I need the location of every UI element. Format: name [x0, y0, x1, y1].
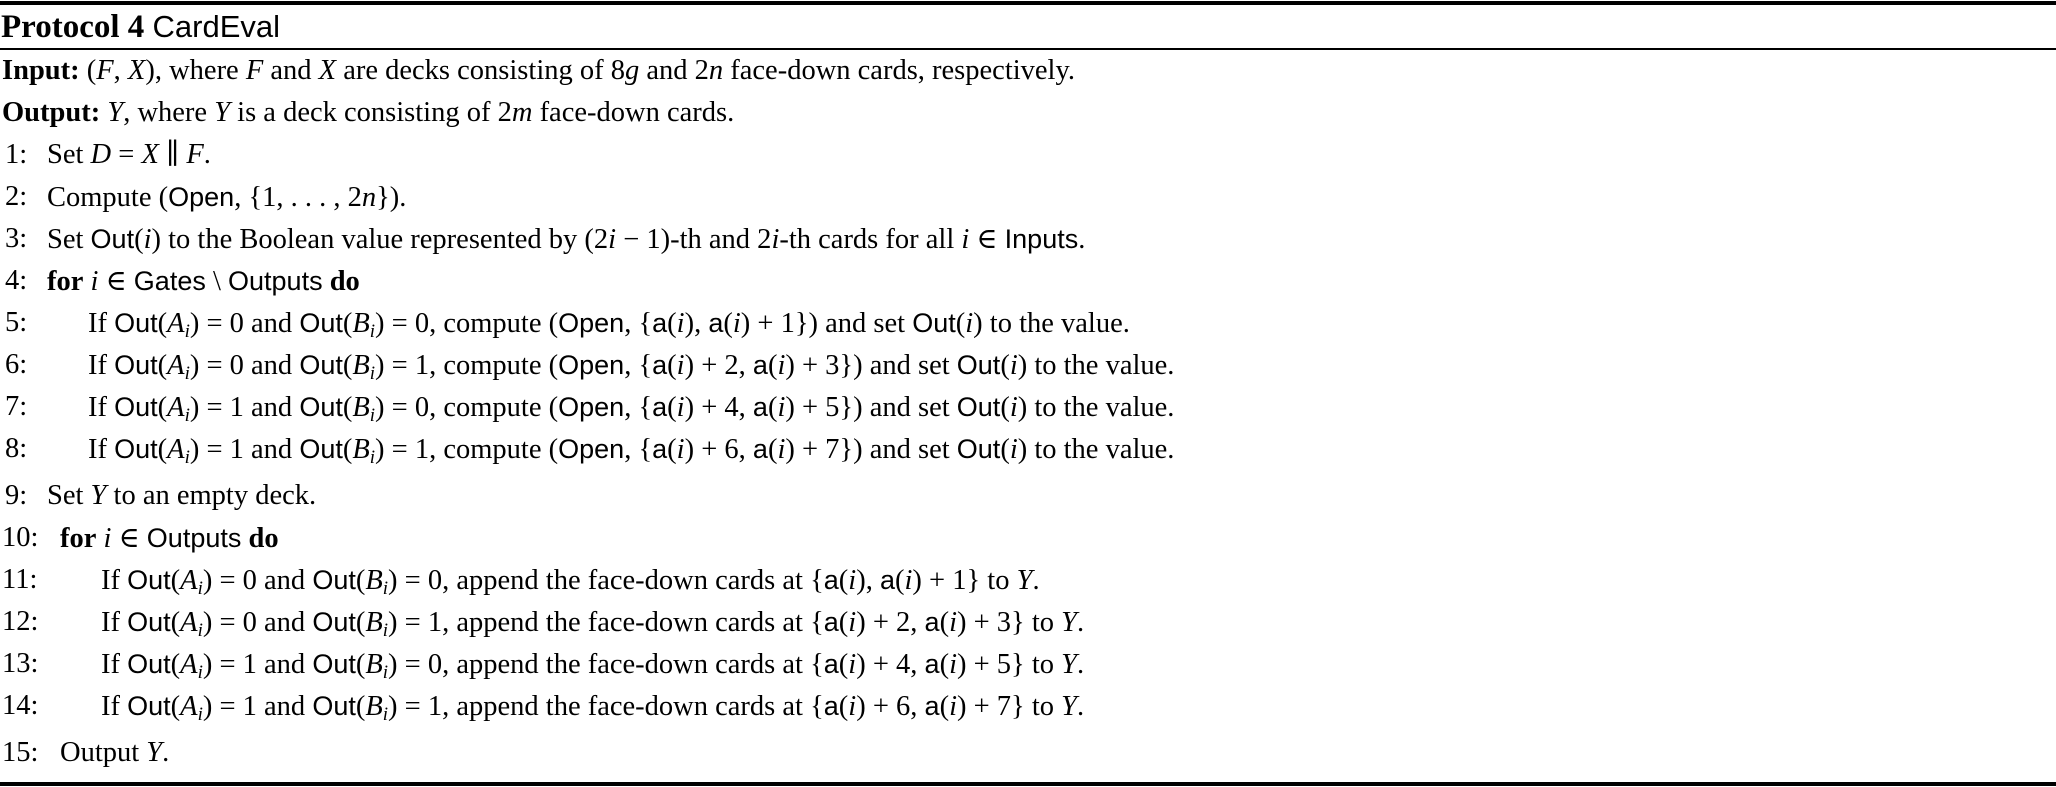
step-text: If $Out(A_i) = 0$ and $Out(B_i) = 0$, append the face-down cards at {a(i), a(i) + 1} to Y.	[101, 565, 1040, 599]
step-text: Compute (Open, {1, . . . , 2n}).	[47, 182, 407, 213]
step-text: Set D = X ∥ F.	[47, 139, 211, 170]
step-text: If $Out(A_i) = 1$ and $Out(B_i) = 1$, append the face-down cards at {a(i) + 6, a(i) + 7} to Y.	[101, 691, 1085, 725]
algorithm-title	[1, 6, 280, 48]
line-number: 5:	[5, 307, 28, 338]
step-text: for i ∈ Outputs do	[60, 523, 279, 554]
line-number: 6:	[5, 349, 28, 380]
step-text: Set Y to an empty deck.	[47, 480, 317, 511]
line-number: 8:	[5, 433, 28, 464]
output-label: Output:	[2, 97, 101, 128]
step-text: Output Y.	[60, 737, 170, 768]
line-number: 1:	[5, 139, 28, 170]
line-number: 3:	[5, 223, 28, 254]
line-number: 7:	[5, 391, 28, 422]
bottom-rule	[0, 782, 2056, 786]
line-number: 12:	[2, 606, 39, 637]
output-text: Y, where Y is a deck consisting of 2m face-down cards.	[107, 97, 735, 128]
top-rule	[0, 1, 2056, 5]
line-number: 9:	[5, 480, 28, 511]
line-number: 13:	[2, 648, 39, 679]
algorithm-name: CardEval	[152, 9, 281, 44]
line-number: 15:	[2, 737, 39, 768]
input-label: Input:	[2, 55, 80, 86]
protocol-label: Protocol 4	[1, 9, 145, 45]
step-text: Set Out(i) to the Boolean value represented by (2i − 1)-th and 2i-th cards for all i ∈ Inputs.	[47, 224, 1086, 255]
line-number: 11:	[2, 564, 38, 595]
line-number: 2:	[5, 181, 28, 212]
step-text: If $Out(A_i) = 0$ and $Out(B_i) = 1$, append the face-down cards at {a(i) + 2, a(i) + 3} to Y.	[101, 607, 1085, 641]
step-text: If $Out(A_i) = 1$ and $Out(B_i) = 0$, compute (Open, {a(i) + 4, a(i) + 5}) and set Out(i) to the value.	[88, 392, 1175, 426]
line-number: 14:	[2, 690, 39, 721]
line-number: 10:	[2, 522, 39, 553]
title-rule	[0, 48, 2056, 50]
step-text: If $Out(A_i) = 1$ and $Out(B_i) = 1$, compute (Open, {a(i) + 6, a(i) + 7}) and set Out(i) to the value.	[88, 434, 1175, 468]
step-text: If $Out(A_i) = 1$ and $Out(B_i) = 0$, append the face-down cards at {a(i) + 4, a(i) + 5} to Y.	[101, 649, 1085, 683]
step-text: If $Out(A_i) = 0$ and $Out(B_i) = 1$, compute (Open, {a(i) + 2, a(i) + 3}) and set Out(i) to the value.	[88, 350, 1175, 384]
step-text: for i ∈ Gates \ Outputs do	[47, 266, 360, 297]
line-number: 4:	[5, 265, 28, 296]
step-text: If $Out(A_i) = 0$ and $Out(B_i) = 0$, compute (Open, {a(i), a(i) + 1}) and set Out(i) to the value.	[88, 308, 1130, 342]
input-text: (F, X), where F and X are decks consisting of 8g and 2n face-down cards, respectively.	[79, 55, 1075, 86]
